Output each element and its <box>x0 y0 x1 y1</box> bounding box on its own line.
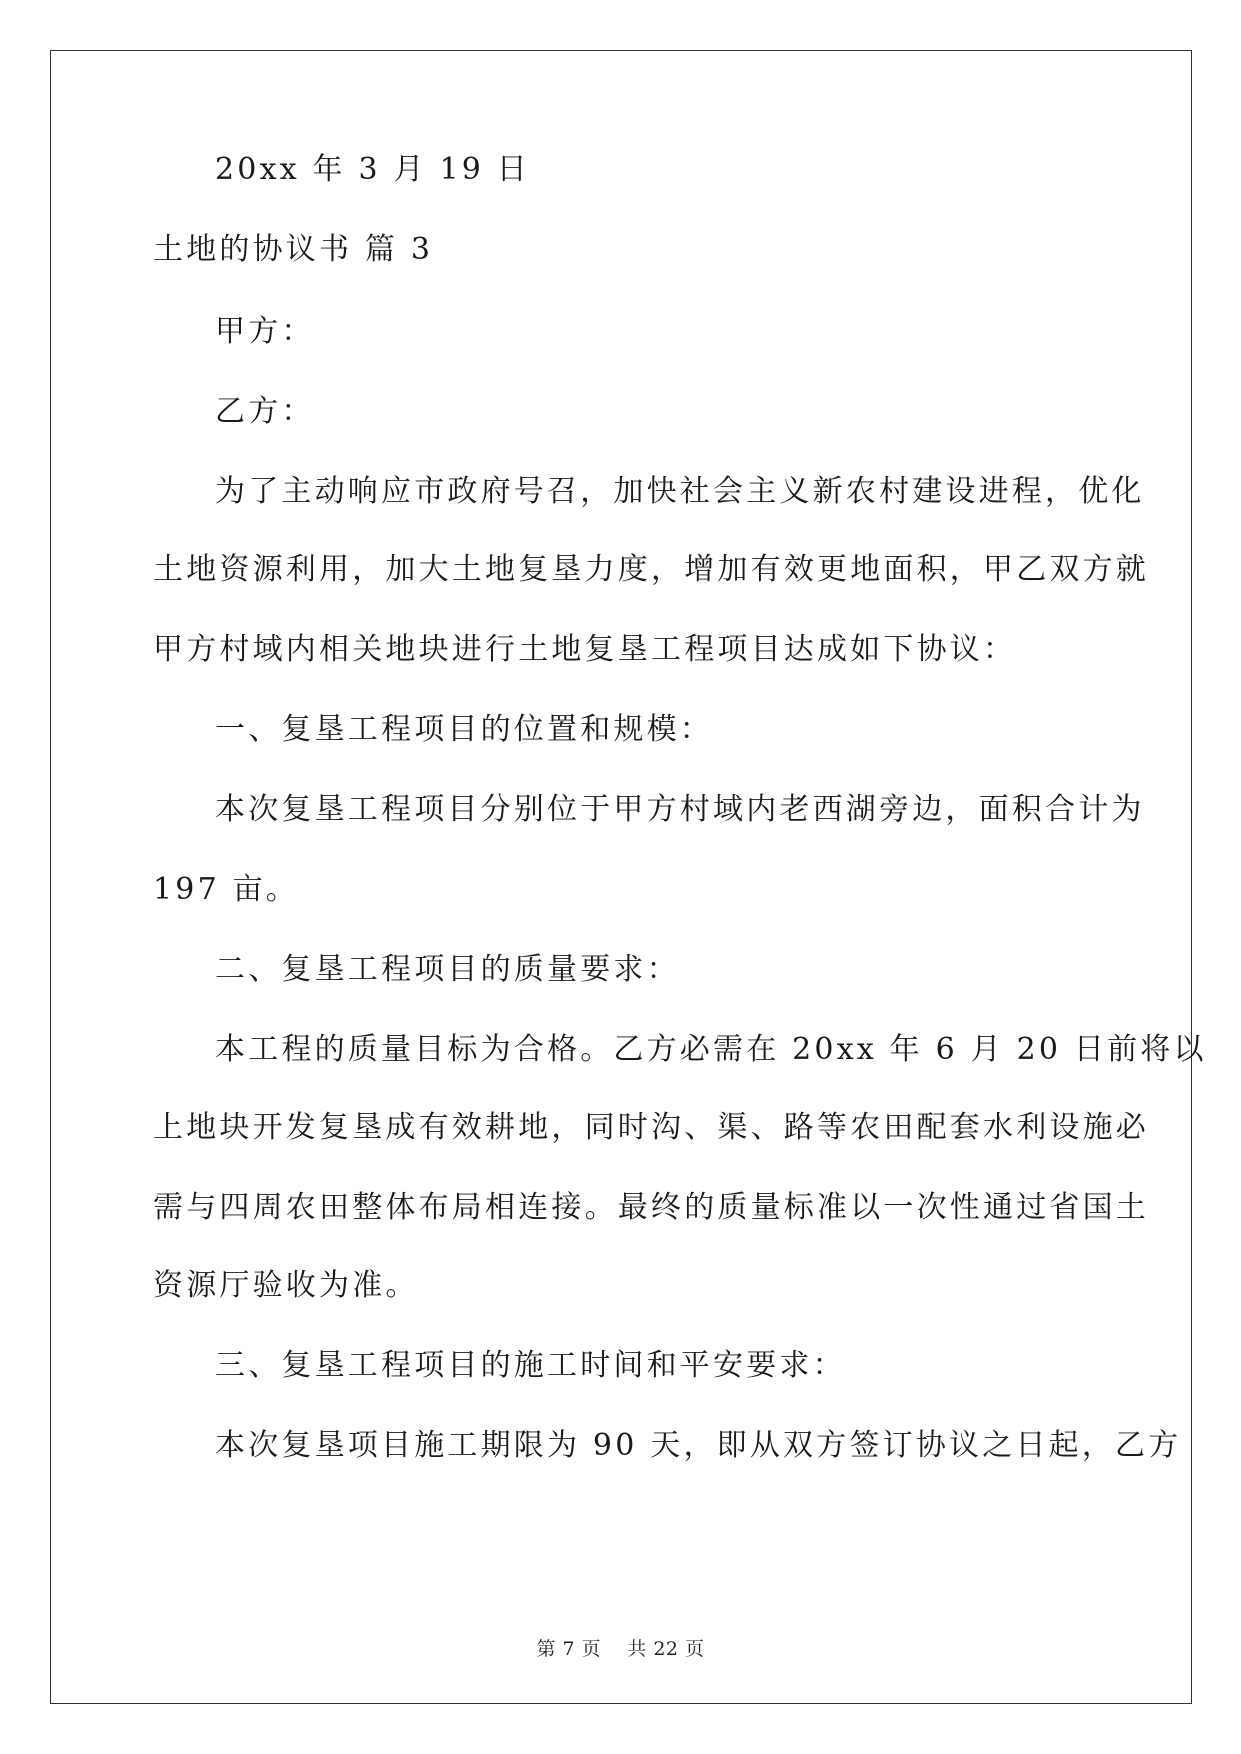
clause-heading: 三、复垦工程项目的施工时间和平安要求： <box>215 1348 846 1383</box>
paragraph-line: 上地块开发复垦成有效耕地，同时沟、渠、路等农田配套水利设施必 <box>153 1110 1149 1145</box>
date-line: 20xx 年 3 月 19 日 <box>215 152 530 187</box>
paragraph-line: 需与四周农田整体布局相连接。最终的质量标准以一次性通过省国土 <box>153 1190 1149 1225</box>
party-b-line: 乙方： <box>215 394 315 429</box>
clause-heading: 二、复垦工程项目的质量要求： <box>215 952 680 987</box>
paragraph-line: 本工程的质量目标为合格。乙方必需在 20xx 年 6 月 20 日前将以 <box>215 1032 1207 1067</box>
page-total: 共 22 页 <box>627 1638 705 1660</box>
paragraph-line: 本次复垦工程项目分别位于甲方村域内老西湖旁边，面积合计为 <box>215 792 1145 827</box>
paragraph-line: 资源厅验收为准。 <box>153 1268 419 1303</box>
paragraph-line: 197 亩。 <box>153 872 299 907</box>
paragraph-line: 甲方村域内相关地块进行土地复垦工程项目达成如下协议： <box>153 632 1017 667</box>
page-number: 第 7 页 <box>536 1638 602 1660</box>
clause-heading: 一、复垦工程项目的位置和规模： <box>215 712 713 747</box>
page-footer <box>0 1634 1241 1661</box>
paragraph-line: 土地资源利用，加大土地复垦力度，增加有效更地面积，甲乙双方就 <box>153 552 1149 587</box>
paragraph-line: 本次复垦项目施工期限为 90 天，即从双方签订协议之日起，乙方 <box>215 1428 1182 1463</box>
paragraph-line: 为了主动响应市政府号召，加快社会主义新农村建设进程，优化 <box>215 474 1145 509</box>
section-heading: 土地的协议书 篇 3 <box>153 232 434 267</box>
party-a-line: 甲方： <box>215 314 315 349</box>
